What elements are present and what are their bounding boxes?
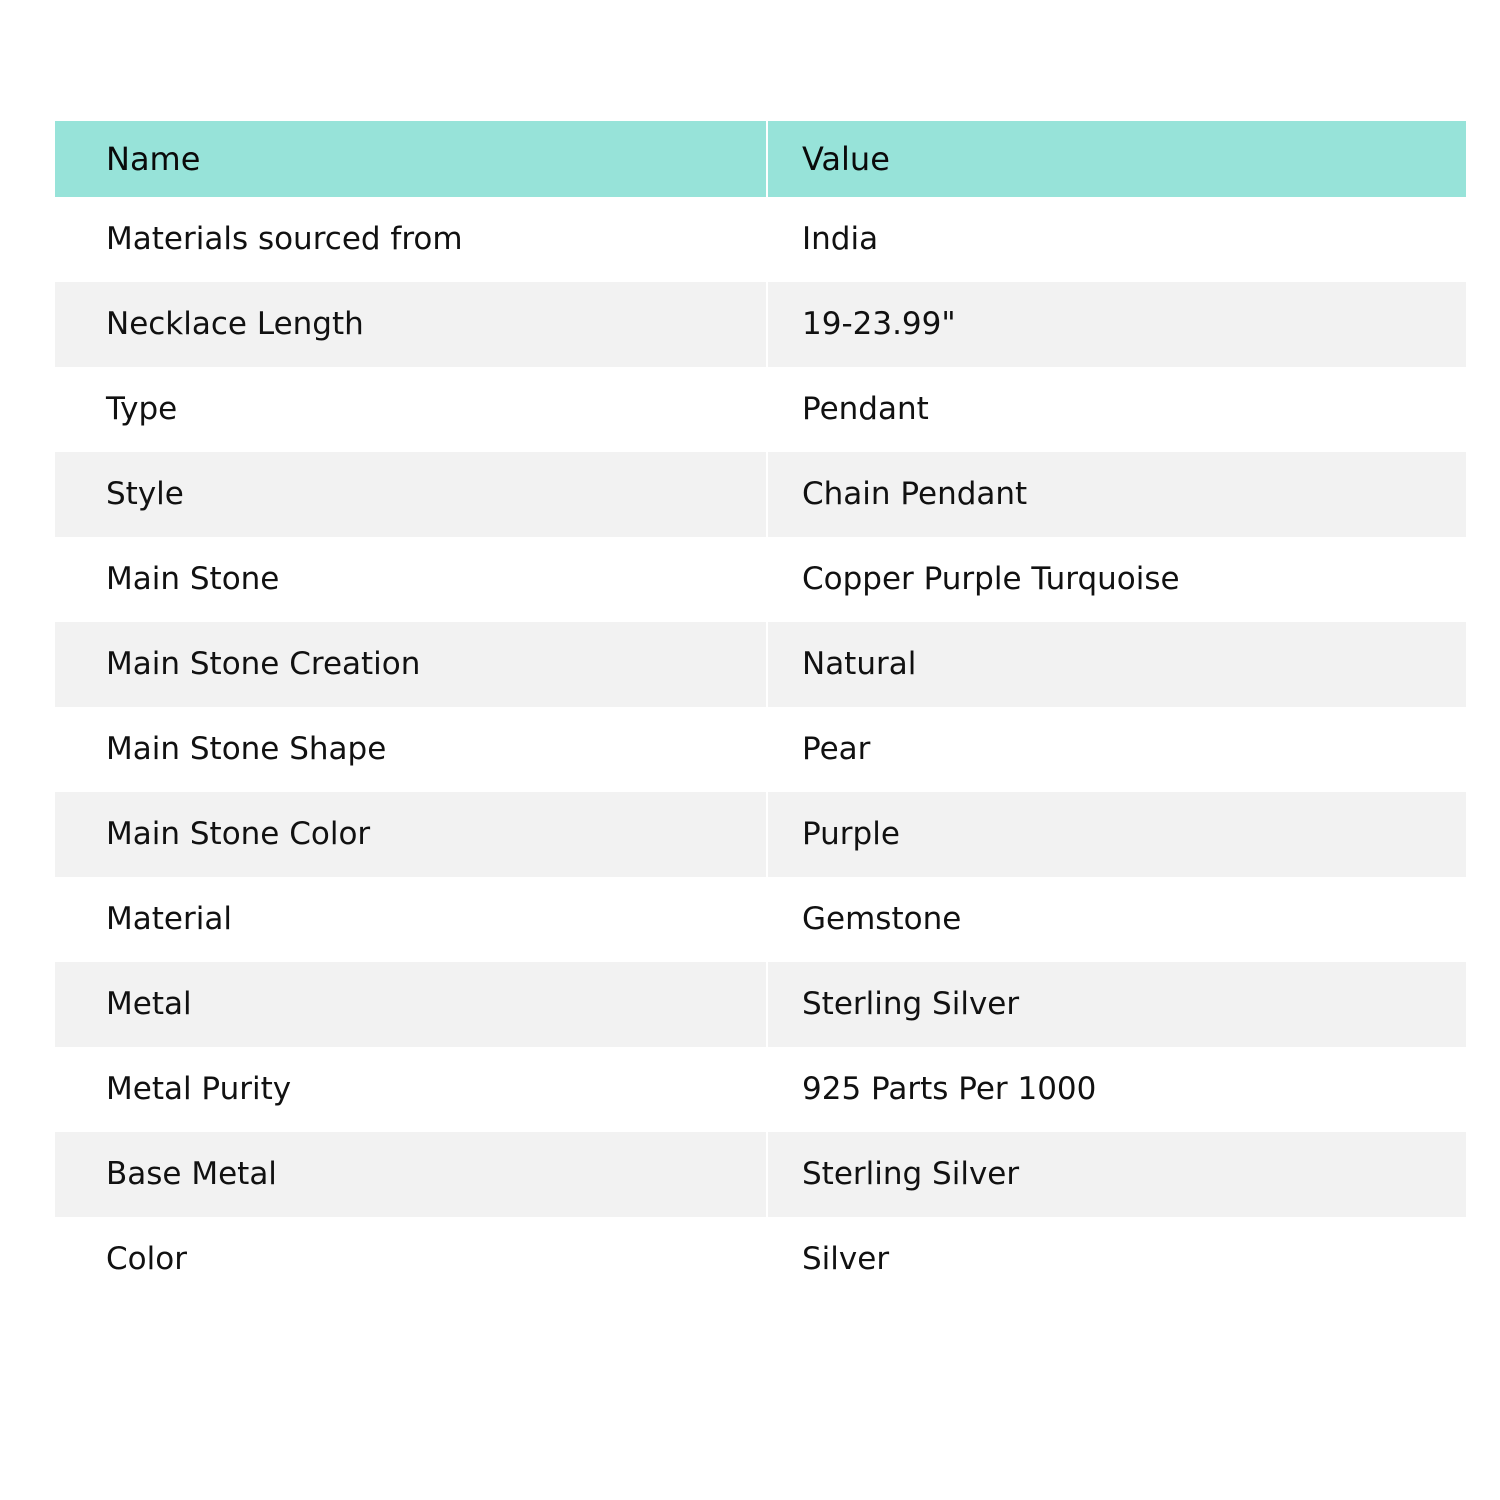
attribute-value-cell: 19-23.99" [766, 282, 1466, 367]
attribute-name-cell: Color [106, 1241, 187, 1277]
attribute-value-cell: Pendant [766, 367, 1466, 452]
table-row [55, 792, 1466, 877]
attribute-value-cell: Silver [766, 1217, 1466, 1302]
table-row [55, 622, 1466, 707]
attribute-name-cell: Style [106, 476, 184, 512]
attribute-name-cell: Material [106, 901, 232, 937]
table-row [55, 452, 1466, 537]
attribute-value-cell: Sterling Silver [766, 1132, 1466, 1217]
attribute-name-cell: Main Stone Color [106, 816, 371, 852]
header-value-cell: Value [766, 121, 1466, 197]
attribute-value-cell: Purple [766, 792, 1466, 877]
attribute-value-cell: Chain Pendant [766, 452, 1466, 537]
attribute-name-cell: Main Stone Shape [106, 731, 387, 767]
attribute-name-cell: Type [106, 391, 178, 427]
attribute-value-cell: Natural [766, 622, 1466, 707]
table-header-row [55, 121, 1466, 197]
table-row [55, 877, 1466, 962]
table-row [55, 1217, 1466, 1302]
attribute-value-cell: Copper Purple Turquoise [766, 537, 1466, 622]
attribute-name-cell: Materials sourced from [106, 221, 463, 257]
attribute-value-cell: India [766, 197, 1466, 282]
attribute-name-cell: Metal Purity [106, 1071, 292, 1107]
attribute-name-cell: Base Metal [106, 1156, 277, 1192]
table-row [55, 537, 1466, 622]
table-row [55, 1047, 1466, 1132]
table-row [55, 282, 1466, 367]
attribute-name-cell: Metal [106, 986, 192, 1022]
attribute-name-cell: Necklace Length [106, 306, 364, 342]
attribute-name-cell: Main Stone Creation [106, 646, 421, 682]
attribute-value-cell: Pear [766, 707, 1466, 792]
attribute-value-cell: Gemstone [766, 877, 1466, 962]
product-specifications-table [55, 121, 1466, 1302]
attribute-name-cell: Main Stone [106, 561, 280, 597]
table-row [55, 367, 1466, 452]
attribute-value-cell: Sterling Silver [766, 962, 1466, 1047]
attribute-value-cell: 925 Parts Per 1000 [766, 1047, 1466, 1132]
table-row [55, 197, 1466, 282]
table-row [55, 1132, 1466, 1217]
table-row [55, 707, 1466, 792]
table-row [55, 962, 1466, 1047]
header-name-cell: Name [106, 140, 201, 178]
